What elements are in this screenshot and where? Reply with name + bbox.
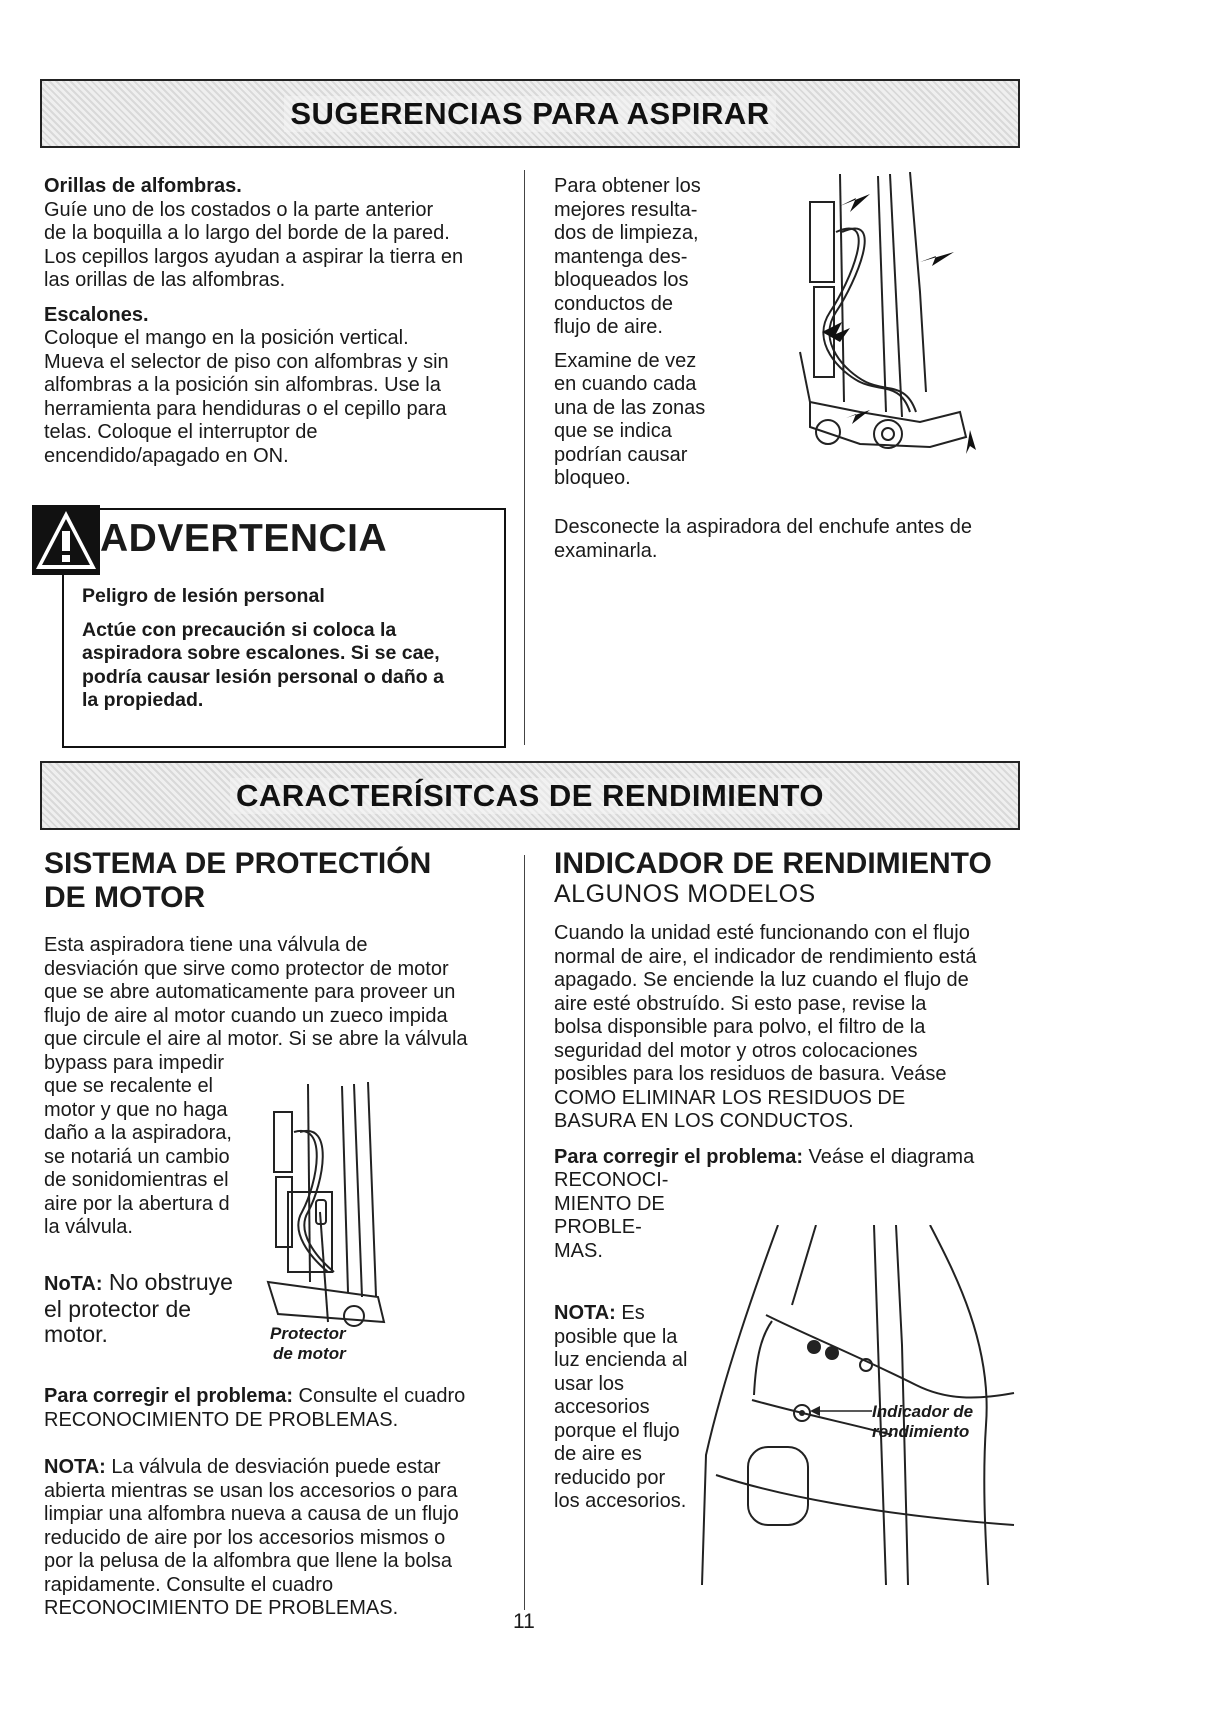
text-line: mejores resulta- xyxy=(554,198,698,221)
text-line: conductos de xyxy=(554,292,673,315)
text-line: aire por la abertura d xyxy=(44,1192,230,1215)
section-banner-tips xyxy=(40,79,1020,148)
text-line: motor y que no haga xyxy=(44,1098,228,1121)
protector-caption xyxy=(270,1324,346,1364)
motor-nota xyxy=(44,1270,264,1347)
page-number: 11 xyxy=(513,1610,535,1633)
text-line: flujo de aire. xyxy=(554,316,663,338)
text-line: de aire es xyxy=(554,1443,642,1465)
text-line: las orillas de las alfombras. xyxy=(44,269,286,291)
text-line: telas. Coloque el interruptor de xyxy=(44,421,318,443)
text-line: bloqueados los xyxy=(554,269,689,291)
text-line: MAS. xyxy=(554,1239,603,1262)
text-line: normal de aire, el indicador de rendimiento está xyxy=(554,945,977,968)
title-line: SISTEMA DE PROTECTIÓN xyxy=(44,847,432,880)
text-line: los accesorios. xyxy=(554,1490,687,1512)
text-line: posible que la xyxy=(554,1325,678,1348)
warning-line: Actúe con precaución si coloca la xyxy=(82,618,397,641)
edges-heading: Orillas de alfombras. xyxy=(44,175,242,197)
column-divider xyxy=(524,855,525,1610)
text-line: mantenga des- xyxy=(554,245,688,268)
fix-text: Veáse el diagrama xyxy=(802,1145,975,1168)
text-line: la válvula. xyxy=(44,1216,133,1238)
banner-title: CARACTERÍSITCAS DE RENDIMIENTO xyxy=(230,778,830,814)
warning-line: aspiradora sobre escalones. Si se cae, xyxy=(82,642,440,664)
text-line: dos de limpieza, xyxy=(554,222,699,244)
motor-section-title xyxy=(44,847,431,915)
text-line: por la pelusa de la alfombra que llene la bolsa xyxy=(44,1550,453,1572)
stairs-heading: Escalones. xyxy=(44,303,149,326)
text-line: bloqueo. xyxy=(554,467,631,489)
text-line: que se abre automaticamente para proveer un xyxy=(44,981,456,1003)
text-line: alfombras a la posición sin alfombras. Use la xyxy=(44,374,441,396)
text-line: PROBLE- xyxy=(554,1216,642,1238)
nota-text: No obstruye xyxy=(102,1269,233,1295)
fix-label: Para corregir el problema: xyxy=(44,1385,293,1407)
text-line: apagado. Se enciende la luz cuando el flujo de xyxy=(554,969,969,991)
text-line: MIENTO DE xyxy=(554,1192,665,1215)
warning-line: la propiedad. xyxy=(82,689,204,711)
text-line: que circule el aire al motor. Si se abre la válvula xyxy=(44,1028,468,1050)
text-line: Examine de vez xyxy=(554,349,697,372)
text-line: reducido por xyxy=(554,1466,666,1489)
unplug-note xyxy=(554,516,1014,563)
indicator-section-title xyxy=(554,847,992,907)
nota-text: Es xyxy=(615,1302,645,1324)
text-line: daño a la aspiradora, xyxy=(44,1122,232,1144)
nota2-text: La válvula de desviación puede estar xyxy=(105,1456,441,1478)
text-line: que se indica xyxy=(554,420,672,442)
nota-label: NOTA: xyxy=(554,1302,616,1324)
text-line: bolsa disponsible para polvo, el filtro de la xyxy=(554,1016,926,1038)
text-line: de la boquilla a lo largo del borde de la pared. xyxy=(44,222,450,244)
text-line: posibles para los residuos de basura. Veáse xyxy=(554,1063,947,1085)
text-line: examinarla. xyxy=(554,539,658,562)
fix-text: Consulte el cuadro xyxy=(292,1385,466,1407)
text-line: rapidamente. Consulte el cuadro xyxy=(44,1573,334,1596)
text-line: Desconecte la aspiradora del enchufe antes de xyxy=(554,516,973,538)
motor-fix xyxy=(44,1385,514,1432)
text-line: accesorios xyxy=(554,1396,650,1418)
motor-nota2 xyxy=(44,1456,514,1621)
text-line: desviación que sirve como protector de motor xyxy=(44,957,449,980)
text-line: de sonidomientras el xyxy=(44,1169,229,1191)
text-line: motor. xyxy=(44,1321,108,1347)
text-line: una de las zonas xyxy=(554,396,706,419)
text-line: Los cepillos largos ayudan a aspirar la tierra en xyxy=(44,245,464,268)
text-line: en cuando cada xyxy=(554,373,697,395)
text-line: limpiar una alfombra nueva a causa de un flujo xyxy=(44,1503,459,1525)
text-line: flujo de aire al motor cuando un zueco impida xyxy=(44,1004,448,1027)
warning-body xyxy=(82,585,496,713)
vacuum-airflow-illustration xyxy=(770,172,990,464)
tips-left-column xyxy=(44,175,474,468)
indicator-body xyxy=(554,922,1024,1263)
text-line: abierta mientras se usan los accesorios o para xyxy=(44,1479,458,1502)
nota-label: NoTA: xyxy=(44,1273,103,1295)
text-line: el protector de xyxy=(44,1296,192,1322)
tips-right-column xyxy=(554,175,764,491)
text-line: BASURA EN LOS CONDUCTOS. xyxy=(554,1110,854,1132)
indicator-title: INDICADOR DE RENDIMIENTO xyxy=(554,847,992,880)
text-line: RECONOCIMIENTO DE PROBLEMAS. xyxy=(44,1597,399,1619)
text-line: Guíe uno de los costados o la parte anterior xyxy=(44,198,434,221)
text-line: Mueva el selector de piso con alfombras y sin xyxy=(44,350,449,373)
text-line: bypass para impedir xyxy=(44,1051,225,1074)
text-line: Para obtener los xyxy=(554,175,701,197)
text-line: que se recalente el xyxy=(44,1075,214,1097)
text-line: seguridad del motor y otros colocaciones xyxy=(554,1039,918,1062)
warning-line: podría causar lesión personal o daño a xyxy=(82,665,444,688)
caption-line: de motor xyxy=(273,1344,346,1363)
text-line: porque el flujo xyxy=(554,1419,680,1442)
text-line: Esta aspiradora tiene una válvula de xyxy=(44,934,368,956)
indicator-caption xyxy=(872,1402,973,1442)
text-line: Cuando la unidad esté funcionando con el flujo xyxy=(554,922,970,944)
warning-subtitle: Peligro de lesión personal xyxy=(82,585,325,607)
column-divider xyxy=(524,170,525,745)
text-line: usar los xyxy=(554,1372,625,1395)
text-line: Coloque el mango en la posición vertical. xyxy=(44,327,409,349)
text-line: COMO ELIMINAR LOS RESIDUOS DE xyxy=(554,1086,906,1109)
text-line: RECONOCI- xyxy=(554,1169,669,1191)
indicator-subtitle: ALGUNOS MODELOS xyxy=(554,880,816,908)
caption-line: Indicador de xyxy=(872,1402,974,1421)
warning-icon xyxy=(32,505,100,575)
text-line: podrían causar xyxy=(554,443,688,466)
fix-label: Para corregir el problema: xyxy=(554,1145,803,1168)
text-line: RECONOCIMIENTO DE PROBLEMAS. xyxy=(44,1408,399,1431)
warning-title: ADVERTENCIA xyxy=(100,517,388,560)
caption-line: Protector xyxy=(270,1324,346,1343)
caption-line: rendimiento xyxy=(872,1422,970,1441)
text-line: encendido/apagado en ON. xyxy=(44,444,289,467)
text-line: aire esté obstruído. Si esto pase, revise la xyxy=(554,992,927,1015)
title-line: DE MOTOR xyxy=(44,881,206,914)
banner-title: SUGERENCIAS PARA ASPIRAR xyxy=(284,96,775,132)
text-line: herramienta para hendiduras o el cepillo para xyxy=(44,397,447,420)
text-line: se notariá un cambio xyxy=(44,1145,230,1168)
nota2-label: NOTA: xyxy=(44,1456,106,1478)
motor-protector-illustration xyxy=(258,1082,388,1352)
text-line: reducido de aire por los accesorios mismos o xyxy=(44,1526,446,1549)
text-line: luz encienda al xyxy=(554,1349,688,1371)
section-banner-performance xyxy=(40,761,1020,830)
